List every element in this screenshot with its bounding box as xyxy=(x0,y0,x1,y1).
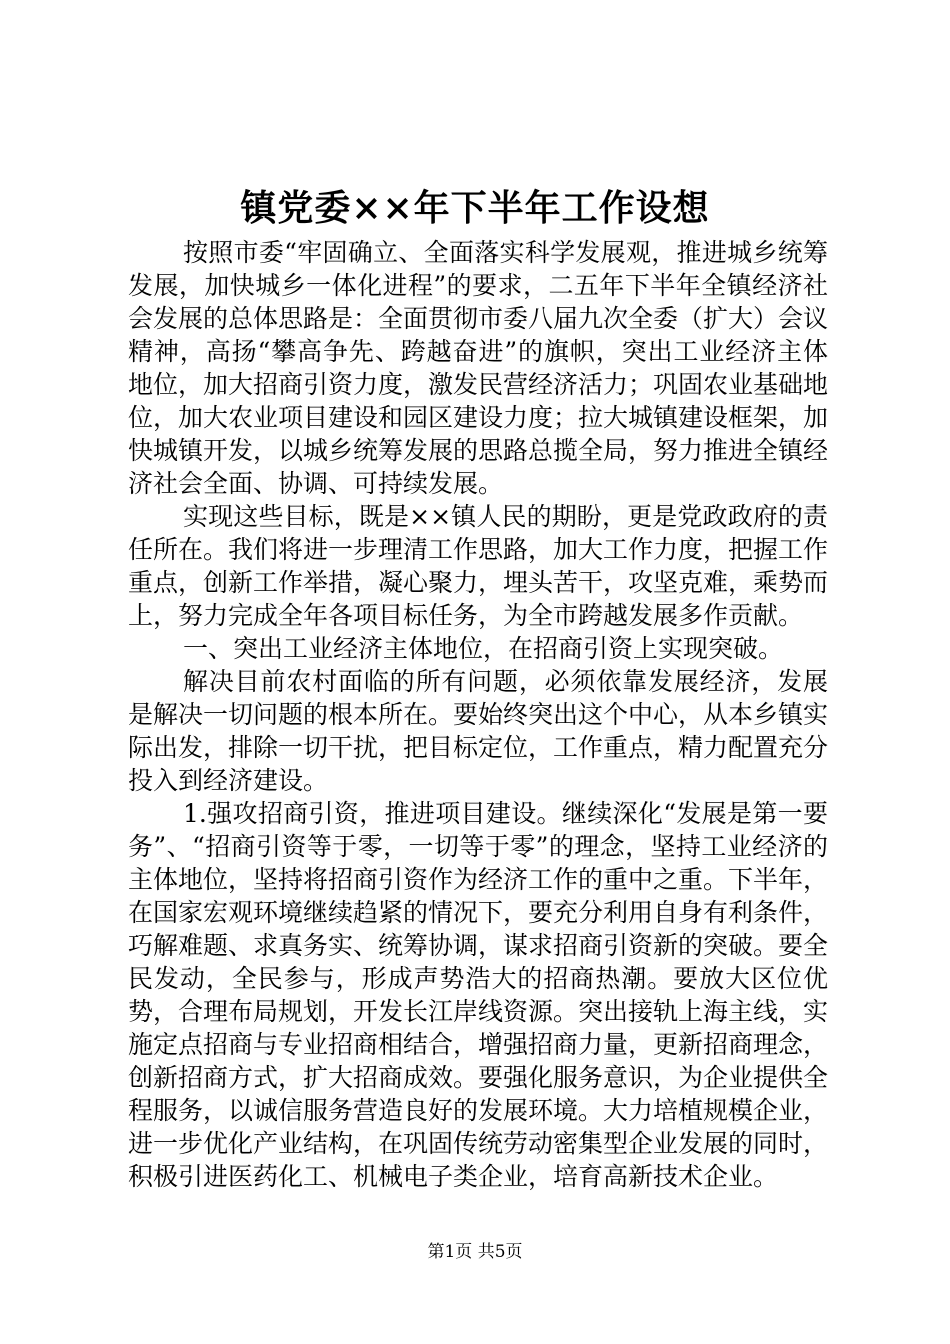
document-title: 镇党委××年下半年工作设想 xyxy=(240,187,710,229)
section-heading-1: 一、突出工业经济主体地位，在招商引资上实现突破。 xyxy=(183,634,784,663)
paragraph-item-1: 1.强攻招商引资，推进项目建设。继续深化“发展是第一要务”、“招商引资等于零，一切等于零”的理念，坚持工业经济的主体地位，坚持将招商引资作为经济工作的重中之重。下半年，在国家宏观环境继续趋紧的情况下，要充分利用自身有利条件，巧解难题、求真务实、统筹协调，谋求招商引资新的突破。要全民发动，全民参与，形成声势浩大的招商热潮。要放大区位优势，合理布局规划，开发长江岸线资源。突出接轨上海主线，实施定点招商与专业招商相结合，增强招商力量，更新招商理念，创新招商方式，扩大招商成效。要强化服务意识，为企业提供全程服务，以诚信服务营造良好的发展环境。大力培植规模企业，进一步优化产业结构，在巩固传统劳动密集型企业发展的同时，积极引进医药化工、机械电子类企业，培育高新技术企业。 xyxy=(128,799,829,1191)
page-number-footer: 第1页 共5页 xyxy=(427,1242,523,1262)
paragraph-section-1-intro: 解决目前农村面临的所有问题，必须依靠发展经济，发展是解决一切问题的根本所在。要始终突出这个中心，从本乡镇实际出发，排除一切干扰，把目标定位，工作重点，精力配置充分投入到经济建设。 xyxy=(128,667,829,795)
paragraph-goals: 实现这些目标，既是××镇人民的期盼，更是党政政府的责任所在。我们将进一步理清工作思路，加大工作力度，把握工作重点，创新工作举措，凝心聚力，埋头苦干，攻坚克难，乘势而上，努力完成全年各项目标任务，为全市跨越发展多作贡献。 xyxy=(128,502,829,630)
document-body xyxy=(128,236,828,1193)
paragraph-intro: 按照市委“牢固确立、全面落实科学发展观，推进城乡统筹发展，加快城乡一体化进程”的要求，二五年下半年全镇经济社会发展的总体思路是：全面贯彻市委八届九次全委（扩大）会议精神，高扬“攀高争先、跨越奋进”的旗帜，突出工业经济主体地位，加大招商引资力度，激发民营经济活力；巩固农业基础地位，加大农业项目建设和园区建设力度；拉大城镇建设框架，加快城镇开发，以城乡统筹发展的思路总揽全局，努力推进全镇经济社会全面、协调、可持续发展。 xyxy=(128,238,829,498)
